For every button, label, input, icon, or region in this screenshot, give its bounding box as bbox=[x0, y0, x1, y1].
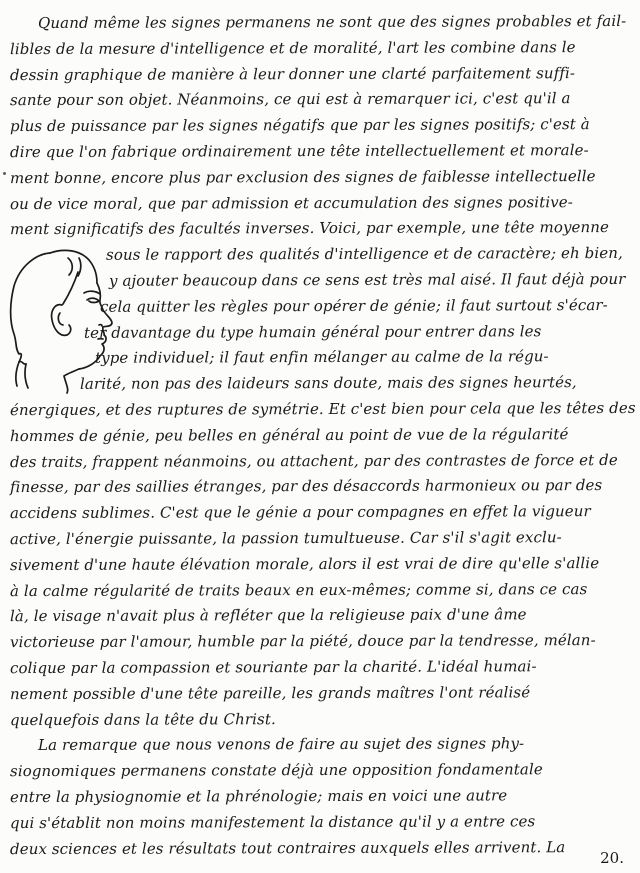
manuscript-line: y ajouter beaucoup dans ce sens est très mal aisé. Il faut déjà pour bbox=[108, 269, 626, 290]
manuscript-line: Quand même les signes permanens ne sont que des signes probables et fail- bbox=[37, 11, 627, 32]
page-number: 20. bbox=[600, 849, 624, 867]
manuscript-line: siognomiques permanens constate déjà une opposition fondamentale bbox=[9, 760, 543, 781]
manuscript-line: quelquefois dans la tête du Christ. bbox=[9, 709, 276, 729]
manuscript-line: sivement d'une haute élévation morale, alors il est vrai de dire qu'elle s'allie bbox=[9, 553, 600, 574]
manuscript-line: larité, non pas des laideurs sans doute, mais des signes heurtés, bbox=[79, 373, 577, 394]
manuscript-line: cela quitter les règles pour opérer de génie; il faut surtout s'écar- bbox=[99, 295, 608, 316]
manuscript-line: victorieuse par l'amour, humble par la piété, douce par la tendresse, mélan- bbox=[9, 631, 596, 652]
manuscript-line: ter davantage du type humain général pour entrer dans les bbox=[83, 321, 542, 342]
manuscript-line: La remarque que nous venons de faire au sujet des signes phy- bbox=[37, 734, 525, 755]
manuscript-line: sante pour son objet. Néanmoins, ce qui est à remarquer ici, c'est qu'il a bbox=[9, 89, 571, 110]
manuscript-line: ment significatifs des facultés inverses. Voici, par exemple, une tête moyenne bbox=[9, 218, 610, 239]
manuscript-text bbox=[10, 10, 636, 861]
manuscript-line: dire que l'on fabrique ordinairement une tête intellectuellement et morale- bbox=[9, 141, 589, 162]
manuscript-line: libles de la mesure d'intelligence et de moralité, l'art les combine dans le bbox=[9, 37, 576, 58]
manuscript-line: active, l'énergie puissante, la passion tumultueuse. Car s'il s'agit exclu- bbox=[9, 528, 562, 549]
manuscript-line: plus de puissance par les signes négatifs que par les signes positifs; c'est à bbox=[9, 115, 590, 136]
manuscript-line: là, le visage n'avait plus à refléter que la religieuse paix d'une âme bbox=[9, 605, 527, 626]
manuscript-line: finesse, par des saillies étranges, par des désaccords harmonieux ou par des bbox=[9, 476, 603, 497]
ink-speck bbox=[3, 172, 6, 175]
manuscript-line: des traits, frappent néanmoins, ou attachent, par des contrastes de force et de bbox=[9, 450, 618, 471]
manuscript-line: entre la physiognomie et la phrénologie; mais en voici une autre bbox=[9, 786, 508, 806]
manuscript-line: qui s'établit non moins manifestement la distance qu'il y a entre ces bbox=[9, 811, 536, 832]
manuscript-line: dessin graphique de manière à leur donner une clarté parfaitement suffi- bbox=[9, 63, 576, 84]
manuscript-line: accidens sublimes. C'est que le génie a pour compagnes en effet la vigueur bbox=[9, 502, 591, 523]
manuscript-line: ou de vice moral, que par admission et accumulation des signes positive- bbox=[9, 192, 573, 213]
manuscript-line: ment bonne, encore plus par exclusion des signes de faiblesse intellectuelle bbox=[9, 166, 596, 187]
manuscript-line: nement possible d'une tête pareille, les grands maîtres l'ont réalisé bbox=[9, 682, 531, 703]
manuscript-line: à la calme régularité de traits beaux en eux-mêmes; comme si, dans ce cas bbox=[9, 579, 588, 600]
manuscript-line: type individuel; il faut enfin mélanger au calme de la régu- bbox=[94, 347, 549, 368]
manuscript-line: colique par la compassion et souriante par la charité. L'idéal humai- bbox=[9, 657, 537, 678]
manuscript-line: hommes de génie, peu belles en général au point de vue de la régularité bbox=[9, 424, 569, 445]
manuscript-line: énergiques, et des ruptures de symétrie. Et c'est bien pour cela que les têtes des bbox=[9, 398, 636, 420]
manuscript-line: deux sciences et les résultats tout contraires auxquels elles arrivent. La bbox=[9, 837, 566, 858]
manuscript-line: sous le rapport des qualités d'intelligence et de caractère; eh bien, bbox=[105, 244, 623, 264]
